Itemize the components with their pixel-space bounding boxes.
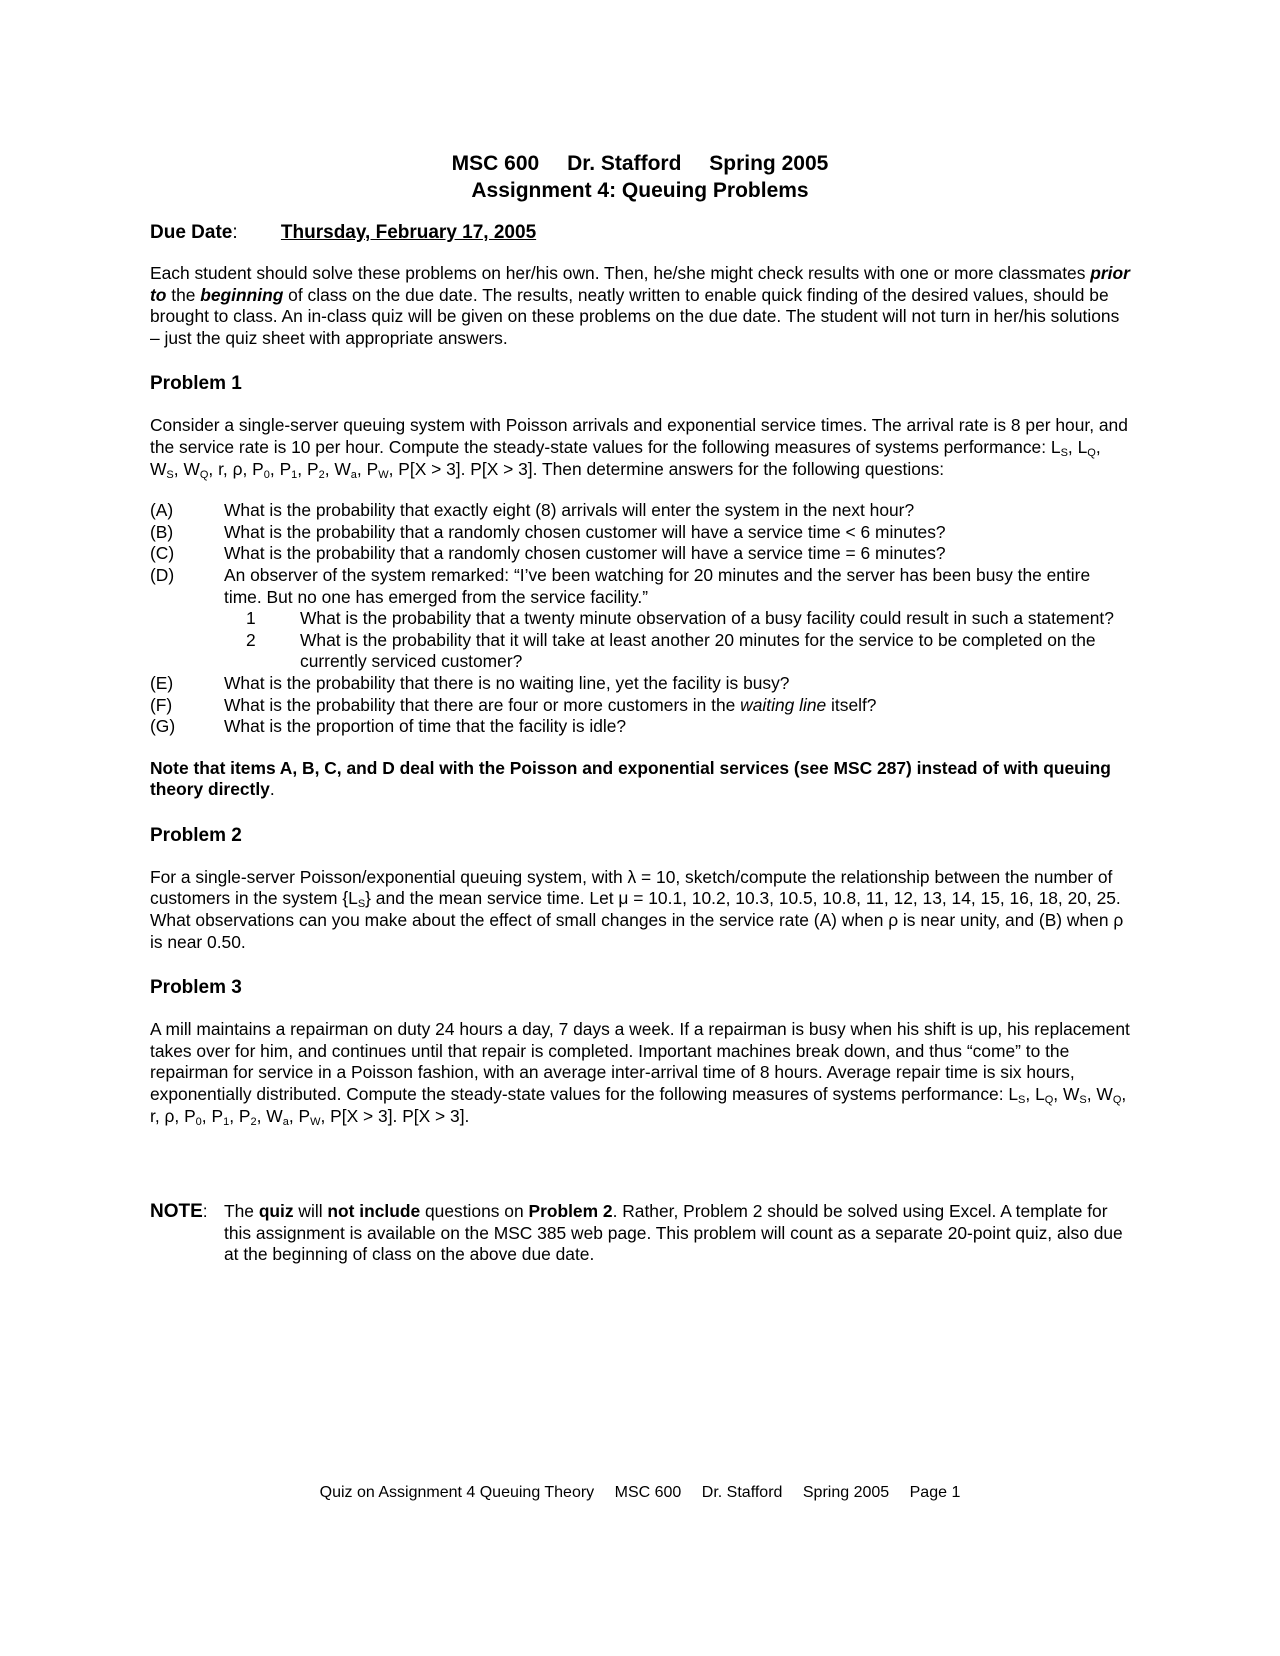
due-date-label: Due Date xyxy=(150,222,233,243)
problem-1-questions xyxy=(150,500,1130,738)
document-title xyxy=(150,150,1130,204)
document-page xyxy=(150,150,1130,1266)
problem-1-text: Consider a single-server queuing system with Poisson arrivals and exponential service times. The arrival rate is 8 per hour, and the service rate is 10 per hour. Compute the steady-state values for the following measures of systems performance: $L_S$, $L_Q$, $W_S$, $W_Q$, r, ρ, $P_0$, $P_1$, $P_2$, $W_a$, $P_W$, P[X > 3]. P[X > 3]. Then determine answers for the following questions: xyxy=(150,415,1128,481)
footer-quiz-title: Quiz on Assignment 4 Queuing Theory xyxy=(319,1484,595,1501)
problem-2-text: For a single-server Poisson/exponential queuing system, with λ = 10, sketch/compute the relationship between the number of customers in the system $\{L_S\}$ and the mean service time. Let μ = 10.1, 10.2, 10.3, 10.5, 10.8, 11, 12, 13, 14, 15, 16, 18, 20, 25. What observations can you make about the effect of small changes in the service rate (A) when ρ is near unity, and (B) when ρ is near 0.50. xyxy=(150,866,1124,952)
problem-3-text: A mill maintains a repairman on duty 24 hours a day, 7 days a week. If a repairman is busy when his shift is up, his replacement takes over for him, and continues until that repair is completed. Important machines break down, and thus “come” to the repairman for service in a Poisson fashion, with an average inter-arrival time of 8 hours. Average repair time is six hours, exponentially distributed. Compute the steady-state values for the following measures of systems performance: $L_S$, $L_Q$, $W_S$, $W_Q$, r, ρ, $P_0$, $P_1$, $P_2$, $W_a$, $P_W$, P[X > 3]. P[X > 3]. xyxy=(150,1019,1130,1128)
due-date-line: Due Date: Thursday, February 17, 2005 xyxy=(150,222,537,243)
footer-instructor: Dr. Stafford xyxy=(701,1484,783,1501)
footer-page-number: Page 1 xyxy=(909,1484,961,1501)
list-item: (C) What is the probability that a randomly chosen customer will have a service time = 6 minutes? xyxy=(150,543,946,564)
due-date-value: Thursday, February 17, 2005 xyxy=(280,222,537,243)
footer-course: MSC 600 xyxy=(614,1484,682,1501)
list-item: (G) What is the proportion of time that the facility is idle? xyxy=(150,716,627,737)
list-item: (D) An observer of the system remarked: “I’ve been watching for 20 minutes and the server has been busy the entire time. But no one has emerged from the service facility.” xyxy=(150,564,1091,607)
assignment-title: Assignment 4: Queuing Problems xyxy=(471,179,809,202)
footer-term: Spring 2005 xyxy=(802,1484,890,1501)
measures-list: $L_S$, $L_Q$, $W_S$, $W_Q$, r, ρ, $P_0$, $P_1$, $P_2$, $W_a$, $P_W$, P[X > 3]. P[X > 3]. xyxy=(150,1084,1127,1128)
problem-3-heading: Problem 3 xyxy=(150,977,242,999)
course-header-line xyxy=(150,150,1130,177)
list-item: (B) What is the probability that a randomly chosen customer will have a service time < 6 minutes? xyxy=(150,521,946,542)
problem-1-heading: Problem 1 xyxy=(150,373,242,395)
course-code: MSC 600 xyxy=(451,152,540,175)
list-item: (E) What is the probability that there is no waiting line, yet the facility is busy? xyxy=(150,672,790,693)
list-item: (A) What is the probability that exactly eight (8) arrivals will enter the system in the next hour? xyxy=(150,500,915,521)
sub-list-item: 2 What is the probability that it will take at least another 20 minutes for the service to be completed on the currently serviced customer? xyxy=(246,629,1096,672)
intro-paragraph: Each student should solve these problems on her/his own. Then, he/she might check results with one or more classmates prior to the beginning of class on the due date. The results, neatly written to enable quick finding of the desired values, should be brought to class. An in-class quiz will be given on these problems on the due date. The student will not turn in her/his solutions – just the quiz sheet with appropriate answers. xyxy=(150,263,1130,348)
sub-list-item: 1 What is the probability that a twenty minute observation of a busy facility could result in such a statement? xyxy=(246,608,1114,629)
measures-list: $L_S$, $L_Q$, $W_S$, $W_Q$, r, ρ, $P_0$, $P_1$, $P_2$, $W_a$, $P_W$, P[X > 3]. P[X > 3]. xyxy=(150,436,1101,481)
note-label: NOTE: xyxy=(150,1201,208,1223)
instructor-name: Dr. Stafford xyxy=(567,152,682,175)
list-item: (F) What is the probability that there are four or more customers in the waiting line itself? xyxy=(150,694,877,715)
final-note: NOTE: The quiz will not include questions on Problem 2. Rather, Problem 2 should be solved using Excel. A template for this assignment is available on the MSC 385 web page. This problem will count as a separate 20-point quiz, also due at the beginning of class on the above due date. xyxy=(150,1201,1123,1265)
term: Spring 2005 xyxy=(709,152,829,175)
problem-1-note: Note that items A, B, C, and D deal with the Poisson and exponential services (see MSC 287) instead of with queuing theory directly. xyxy=(150,757,1111,800)
problem-2-heading: Problem 2 xyxy=(150,824,242,846)
page-footer xyxy=(0,1484,1280,1502)
